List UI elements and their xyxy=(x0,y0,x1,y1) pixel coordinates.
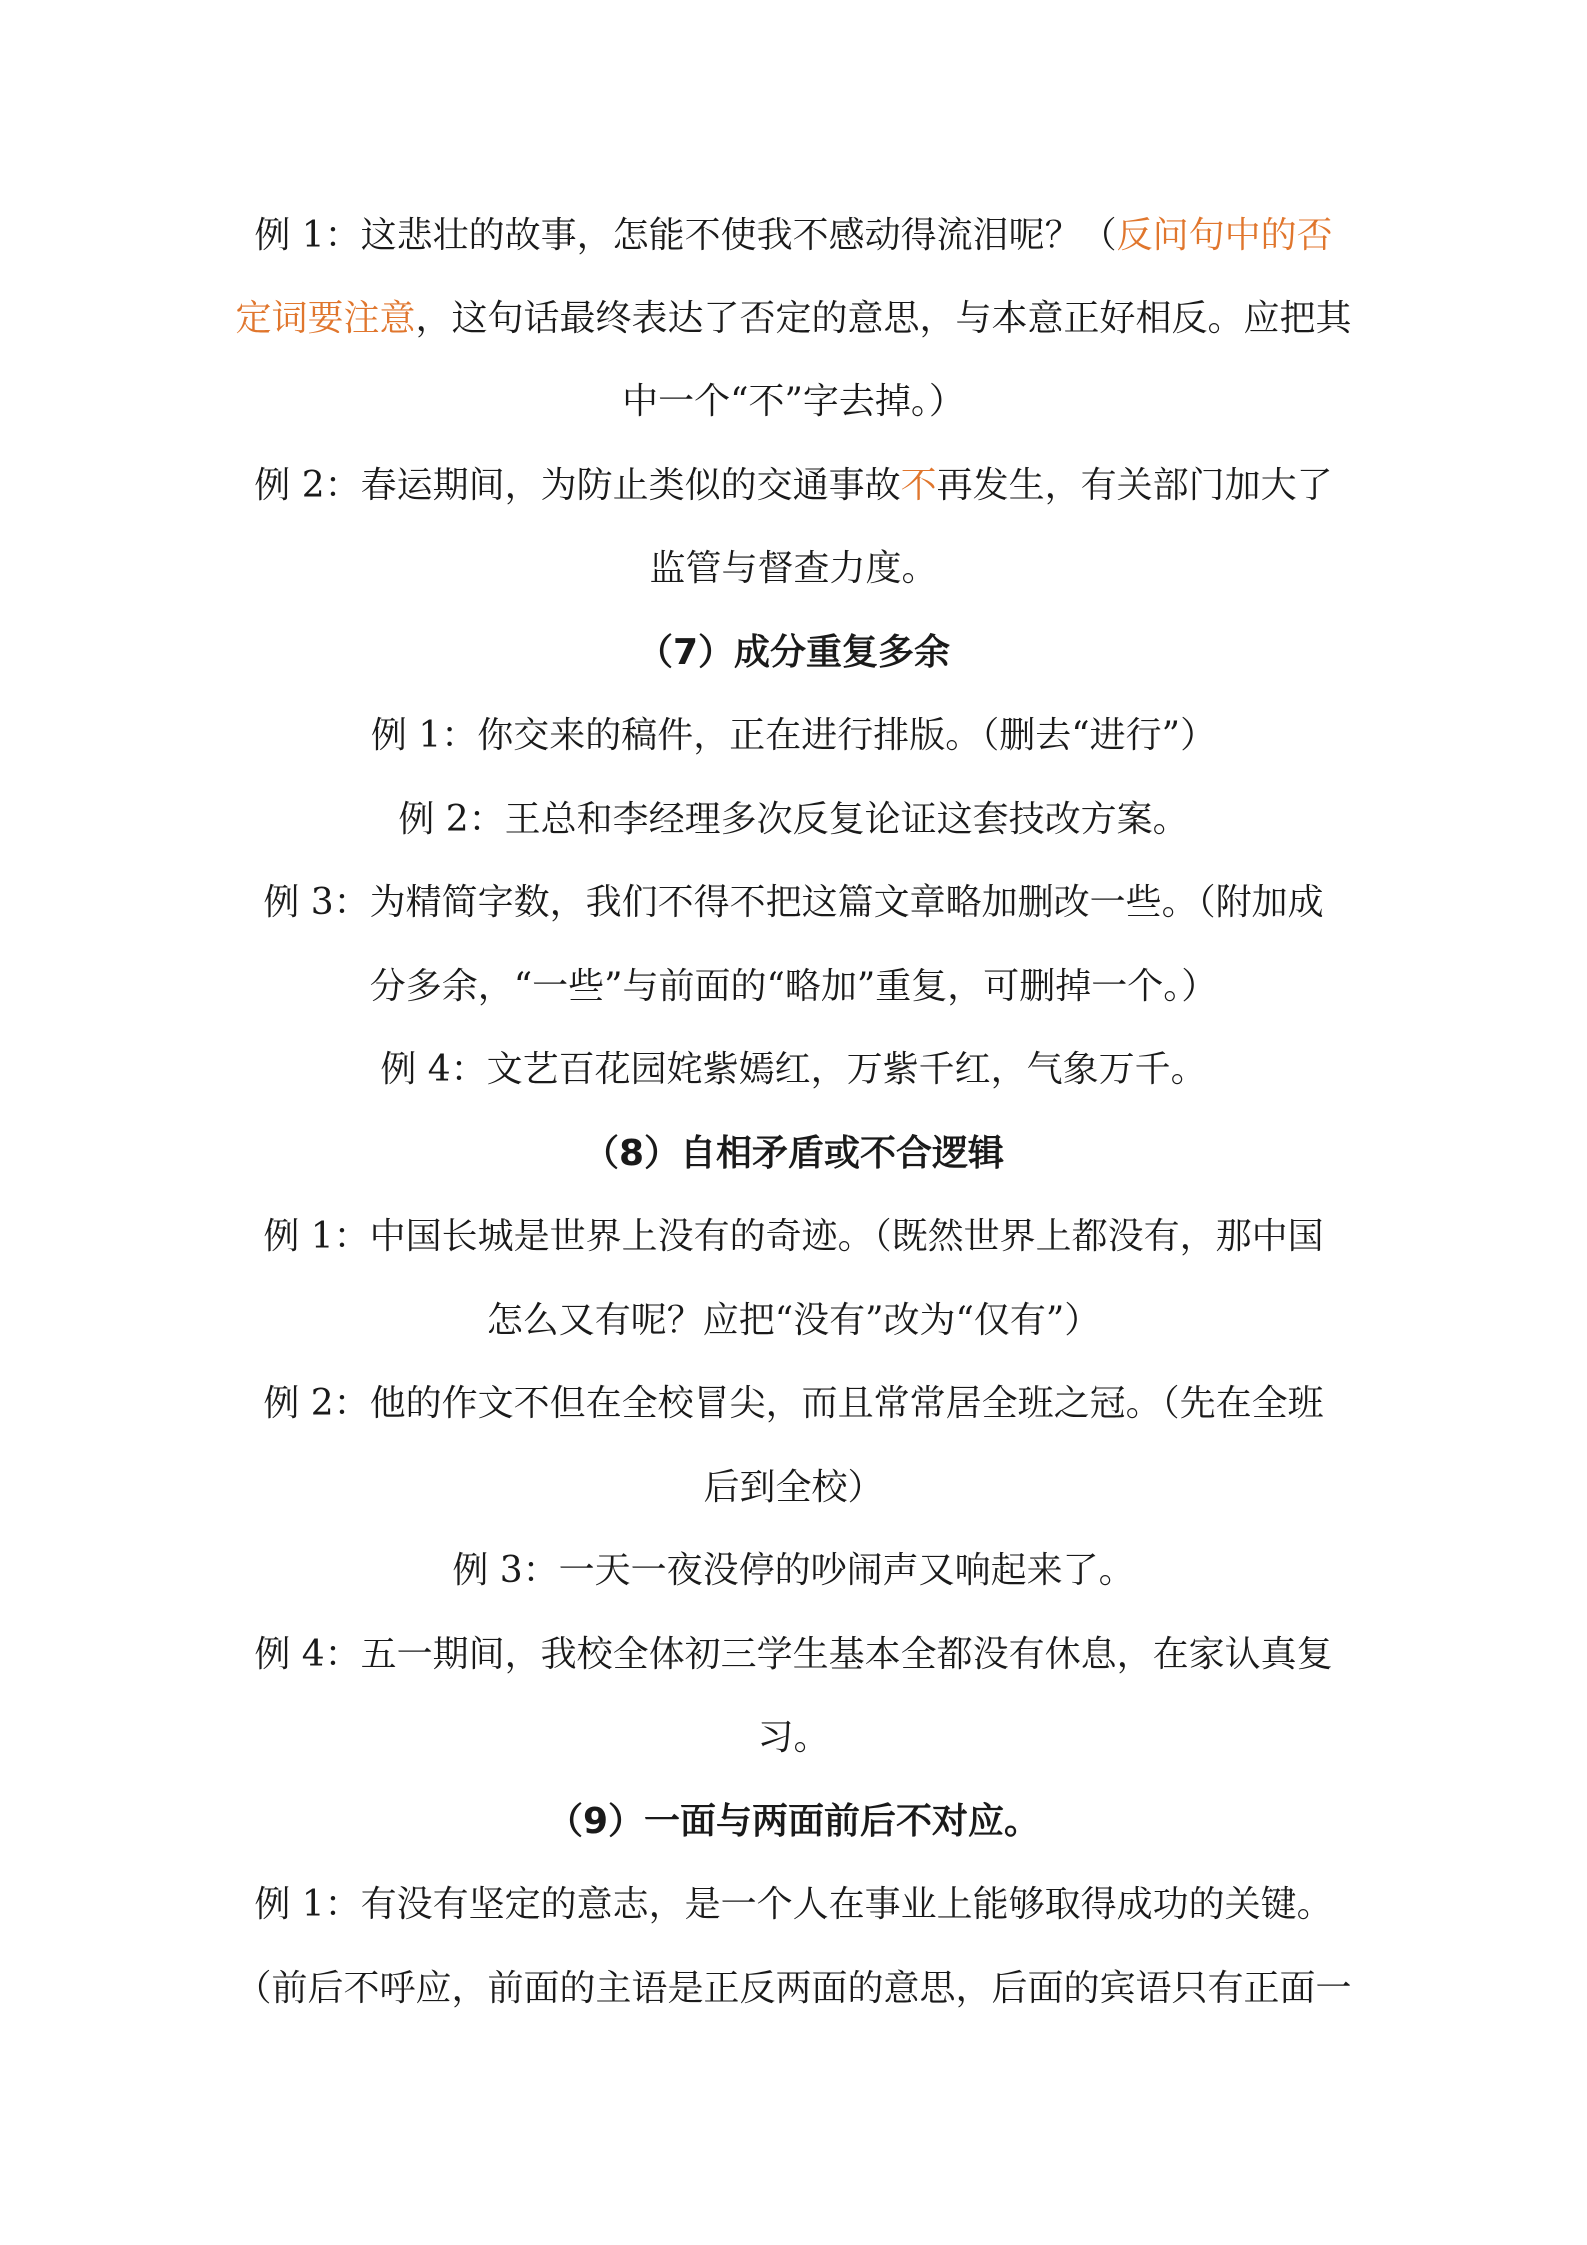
text: 再发生，有关部门加大了 xyxy=(936,465,1333,506)
text: 中一个“不”字去掉。） xyxy=(622,381,965,422)
text: 习。 xyxy=(757,1717,830,1758)
highlight-text: 反问句中的否 xyxy=(1116,215,1333,256)
example-line xyxy=(0,1546,1587,1596)
text: 怎么又有呢？应把“没有”改为“仅有”） xyxy=(486,1300,1101,1341)
text: 分多余，“一些”与前面的“略加”重复，可删掉一个。） xyxy=(369,966,1218,1007)
text: 后到全校） xyxy=(703,1467,884,1508)
section-heading-9 xyxy=(0,1797,1587,1847)
example-line xyxy=(0,711,1587,761)
example-line xyxy=(0,1463,1587,1513)
example-line xyxy=(0,1212,1587,1262)
heading-text: （7）成分重复多余 xyxy=(636,632,951,673)
text: 例 1：有没有坚定的意志，是一个人在事业上能够取得成功的关键。 xyxy=(254,1884,1333,1925)
example-line xyxy=(0,795,1587,845)
text: 例 1：这悲壮的故事，怎能不使我不感动得流泪呢？（ xyxy=(254,215,1117,256)
text: ，这句话最终表达了否定的意思，与本意正好相反。应把其 xyxy=(415,298,1352,339)
example-line xyxy=(0,962,1587,1012)
example-line xyxy=(0,1296,1587,1346)
example-line xyxy=(0,1964,1587,2014)
text: 例 1：你交来的稿件，正在进行排版。（删去“进行”） xyxy=(370,715,1217,756)
heading-text: （8）自相矛盾或不合逻辑 xyxy=(582,1133,1005,1174)
text: 例 4：文艺百花园姹紫嫣红，万紫千红，气象万千。 xyxy=(380,1049,1207,1090)
example-line xyxy=(0,1045,1587,1095)
text: （前后不呼应，前面的主语是正反两面的意思，后面的宾语只有正面一 xyxy=(235,1968,1352,2009)
text: 例 3：一天一夜没停的吵闹声又响起来了。 xyxy=(452,1550,1135,1591)
section-heading-7 xyxy=(0,628,1587,678)
text: 例 3：为精简字数，我们不得不把这篇文章略加删改一些。（附加成 xyxy=(263,882,1324,923)
example-line xyxy=(0,461,1587,511)
example-line xyxy=(0,294,1587,344)
example-line xyxy=(0,1713,1587,1763)
heading-text: （9）一面与两面前后不对应。 xyxy=(546,1801,1041,1842)
text: 例 2：他的作文不但在全校冒尖，而且常常居全班之冠。（先在全班 xyxy=(263,1383,1324,1424)
example-line xyxy=(0,377,1587,427)
example-line xyxy=(0,878,1587,928)
text: 例 4：五一期间，我校全体初三学生基本全都没有休息，在家认真复 xyxy=(254,1634,1333,1675)
example-line xyxy=(0,1379,1587,1429)
example-line xyxy=(0,1880,1587,1930)
text: 例 2：春运期间，为防止类似的交通事故 xyxy=(254,465,901,506)
highlight-text: 定词要注意 xyxy=(235,298,416,339)
text: 监管与督查力度。 xyxy=(649,548,938,589)
example-line xyxy=(0,211,1587,261)
section-heading-8 xyxy=(0,1129,1587,1179)
text: 例 2：王总和李经理多次反复论证这套技改方案。 xyxy=(398,799,1189,840)
text: 例 1：中国长城是世界上没有的奇迹。（既然世界上都没有，那中国 xyxy=(263,1216,1324,1257)
example-line xyxy=(0,1630,1587,1680)
example-line xyxy=(0,544,1587,594)
highlight-text: 不 xyxy=(900,465,937,506)
